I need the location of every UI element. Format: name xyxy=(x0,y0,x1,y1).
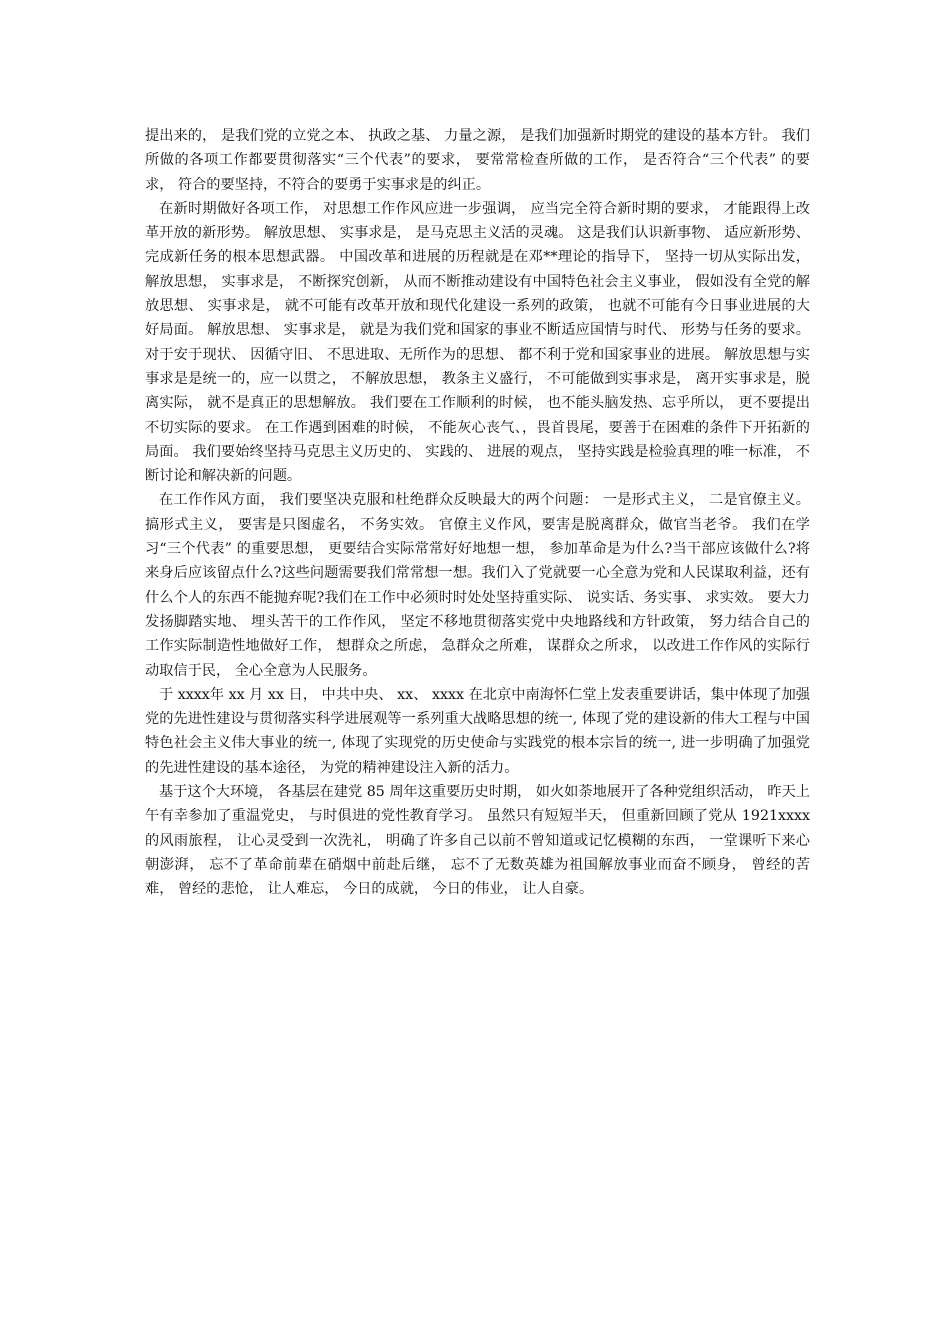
paragraph-3: 在工作作风方面， 我们要坚决克服和杜绝群众反映最大的两个问题： 一是形式主义， 二是官僚主义。 搞形式主义， 要害是只图虚名， 不务实效。 官僚主义作风，要害是脱离群众，做官当老爷。 我们在学习“三个代表” 的重要思想， 更要结合实际常常好好地想一想， 参加革命是为什么?当干部应该做什么?将来身后应该留点什么?这些问题需要我们常常想一想。我们入了党就要一心全意为党和人民谋取利益，还有什么个人的东西不能抛弃呢?我们在工作中必须时时处处坚持重实际、 说实话、务实事、 求实效。 要大力发扬脚踏实地、 埋头苦干的工作作风， 坚定不移地贯彻落实党中央地路线和方针政策， 努力结合自己的工作实际制造性地做好工作， 想群众之所虑， 急群众之所难， 谋群众之所求， 以改进工作作风的实际行动取信于民， 全心全意为人民服务。 xyxy=(145,492,810,679)
paragraph-1: 提出来的， 是我们党的立党之本、 执政之基、 力量之源， 是我们加强新时期党的建设的基本方针。 我们所做的各项工作都要贯彻落实“三个代表”的要求， 要常常检查所做的工作， 是否符合“三个代表” 的要求， 符合的要坚持，不符合的要勇于实事求是的纠正。 xyxy=(145,128,810,193)
paragraph-5: 基于这个大环境， 各基层在建党 85 周年这重要历史时期， 如火如荼地展开了各种党组织活动， 昨天上午有幸参加了重温党史， 与时俱进的党性教育学习。 虽然只有短短半天， 但重新回顾了党从 1921xxxx 的风雨旅程， 让心灵受到一次洗礼， 明确了许多自己以前不曾知道或记忆模糊的东西， 一堂课听下来心朝澎湃， 忘不了革命前辈在硝烟中前赴后继， 忘不了无数英雄为祖国解放事业而奋不顾身， 曾经的苦难， 曾经的悲怆， 让人难忘， 今日的成就， 今日的伟业， 让人自豪。 xyxy=(145,784,810,898)
document-page xyxy=(145,124,810,902)
paragraph-2: 在新时期做好各项工作， 对思想工作作风应进一步强调， 应当完全符合新时期的要求， 才能跟得上改革开放的新形势。 解放思想、 实事求是， 是马克思主义活的灵魂。 这是我们认识新事物、 适应新形势、 完成新任务的根本思想武器。 中国改革和进展的历程就是在邓**理论的指导下， 坚持一切从实际出发， 解放思想， 实事求是， 不断探究创新， 从而不断推动建设有中国特色社会主义事业， 假如没有全党的解放思想、 实事求是， 就不可能有改革开放和现代化建设一系列的政策， 也就不可能有今日事业进展的大好局面。 解放思想、 实事求是， 就是为我们党和国家的事业不断适应国情与时代、 形势与任务的要求。 对于安于现状、 因循守旧、 不思进取、无所作为的思想、 都不利于党和国家事业的进展。 解放思想与实事求是是统一的，应一以贯之， 不解放思想， 教条主义盛行， 不可能做到实事求是， 离开实事求是，脱离实际， 就不是真正的思想解放。 我们要在工作顺利的时候， 也不能头脑发热、忘乎所以， 更不要提出不切实际的要求。 在工作遇到困难的时候， 不能灰心丧气、，畏首畏尾，要善于在困难的条件下开拓新的局面。 我们要始终坚持马克思主义历史的、 实践的、 进展的观点， 坚持实践是检验真理的唯一标准， 不断讨论和解决新的问题。 xyxy=(145,200,810,485)
paragraph-4: 于 xxxx年 xx 月 xx 日， 中共中央、 xx、 xxxx 在北京中南海怀仁堂上发表重要讲话，集中体现了加强党的先进性建设与贯彻落实科学进展观等一系列重大战略思想的统一, 体现了党的建设新的伟大工程与中国特色社会主义伟大事业的统一, 体现了实现党的历史使命与实践党的根本宗旨的统一, 进一步明确了加强党的先进性建设的基本途径， 为党的精神建设注入新的活力。 xyxy=(145,686,810,776)
